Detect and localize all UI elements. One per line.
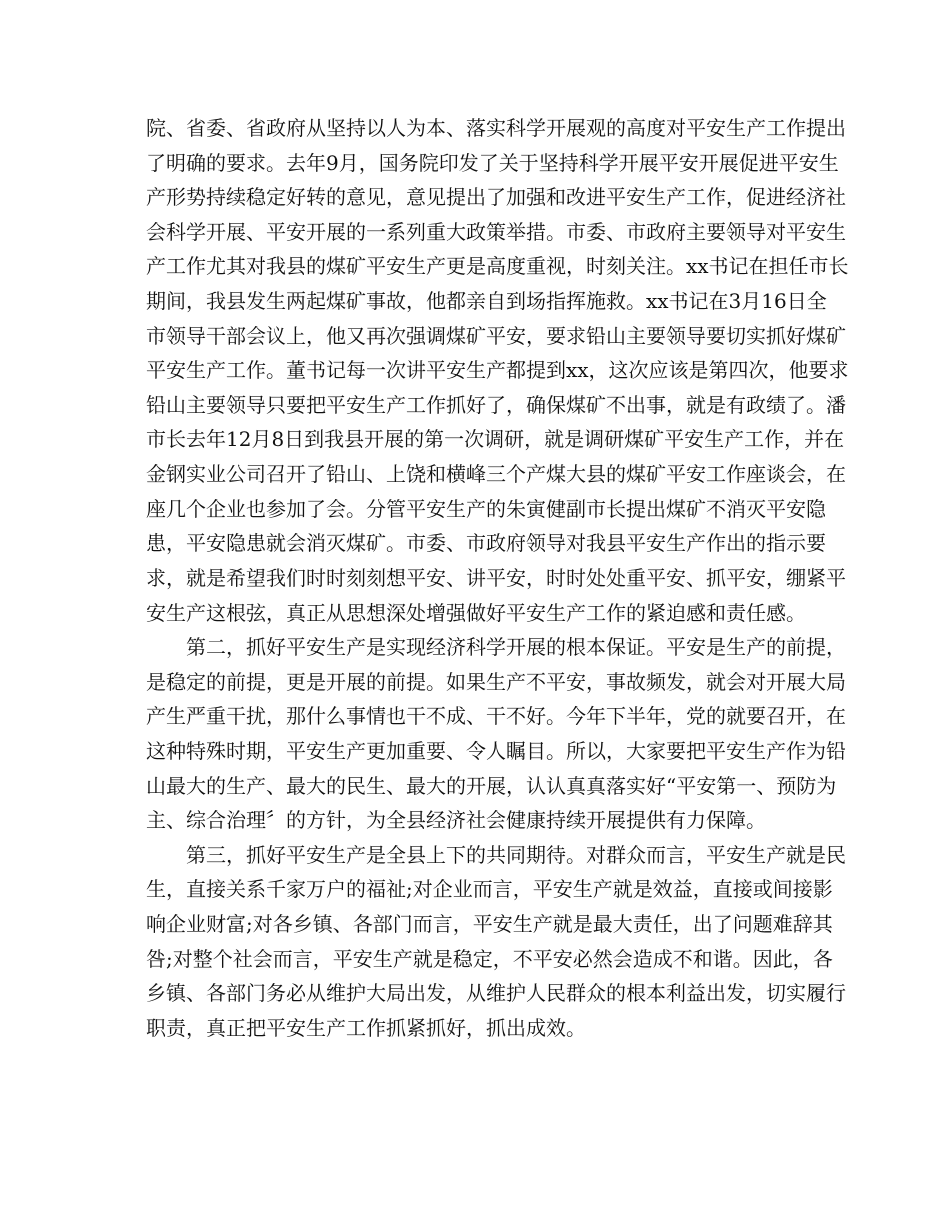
text-line: 安生产这根弦，真正从思想深处增强做好平安生产工作的紧迫感和责任感。 [146, 600, 806, 625]
text-line: 座几个企业也参加了会。分管平安生产的朱寅健副市长提出煤矿不消灭平安隐 [146, 496, 826, 521]
text-line: 响企业财富;对各乡镇、各部门而言，平安生产就是最大责任，出了问题难辞其 [146, 912, 833, 937]
text-line: 职责，真正把平安生产工作抓紧抓好，抓出成效。 [146, 1015, 586, 1040]
text-line: 乡镇、各部门务必从维护大局出发，从维护人民群众的根本利益出发，切实履行 [146, 981, 846, 1006]
text-line: 市领导干部会议上，他又再次强调煤矿平安，要求铅山主要领导要切实抓好煤矿 [146, 323, 846, 348]
text-line: 山最大的生产、最大的民生、最大的开展，认认真真落实好“平安第一、预防为 [146, 773, 837, 798]
text-line: 主、综合治理〞的方针，为全县经济社会健康持续开展提供有力保障。 [146, 808, 766, 833]
paragraph [146, 838, 846, 1046]
text-line: 会科学开展、平安开展的一系列重大政策举措。市委、市政府主要领导对平安生 [146, 219, 846, 244]
paragraph [146, 630, 846, 838]
paragraph [146, 111, 849, 630]
text-line: 院、省委、省政府从坚持以人为本、落实科学开展观的高度对平安生产工作提出 [146, 116, 846, 140]
text-line: 咎;对整个社会而言，平安生产就是稳定，不平安必然会造成不和谐。因此，各 [146, 946, 833, 971]
text-line: 第二，抓好平安生产是实现经济科学开展的根本保证。平安是生产的前提， [186, 635, 846, 660]
text-line: 金钢实业公司召开了铅山、上饶和横峰三个产煤大县的煤矿平安工作座谈会，在 [146, 462, 846, 487]
text-line: 期间，我县发生两起煤矿事故，他都亲自到场指挥施救。xx书记在3月16日全 [146, 289, 827, 314]
text-line: 产工作尤其对我县的煤矿平安生产更是高度重视，时刻关注。xx书记在担任市长 [146, 254, 849, 279]
text-line: 是稳定的前提，更是开展的前提。如果生产不平安，事故频发，就会对开展大局 [146, 669, 846, 694]
text-line: 平安生产工作。董书记每一次讲平安生产都提到xx，这次应该是第四次，他要求 [146, 358, 849, 383]
text-line: 了明确的要求。去年9月，国务院印发了关于坚持科学开展平安开展促进平安生 [146, 150, 839, 175]
text-line: 生，直接关系千家万户的福祉;对企业而言，平安生产就是效益，直接或间接影 [146, 877, 833, 902]
text-line: 产生严重干扰，那什么事情也干不成、干不好。今年下半年，党的就要召开，在 [146, 704, 846, 729]
text-line: 患，平安隐患就会消灭煤矿。市委、市政府领导对我县平安生产作出的指示要 [146, 531, 826, 556]
document-body [146, 111, 849, 1045]
text-line: 这种特殊时期，平安生产更加重要、令人瞩目。所以，大家要把平安生产作为铅 [146, 738, 846, 763]
text-line: 产形势持续稳定好转的意见，意见提出了加强和改进平安生产工作，促进经济社 [146, 185, 846, 210]
text-line: 第三，抓好平安生产是全县上下的共同期待。对群众而言，平安生产就是民 [186, 842, 846, 867]
text-line: 求，就是希望我们时时刻刻想平安、讲平安，时时处处重平安、抓平安，绷紧平 [146, 565, 846, 590]
text-line: 铅山主要领导只要把平安生产工作抓好了，确保煤矿不出事，就是有政绩了。潘 [146, 392, 846, 417]
text-line: 市长去年12月8日到我县开展的第一次调研，就是调研煤矿平安生产工作，并在 [146, 427, 845, 452]
